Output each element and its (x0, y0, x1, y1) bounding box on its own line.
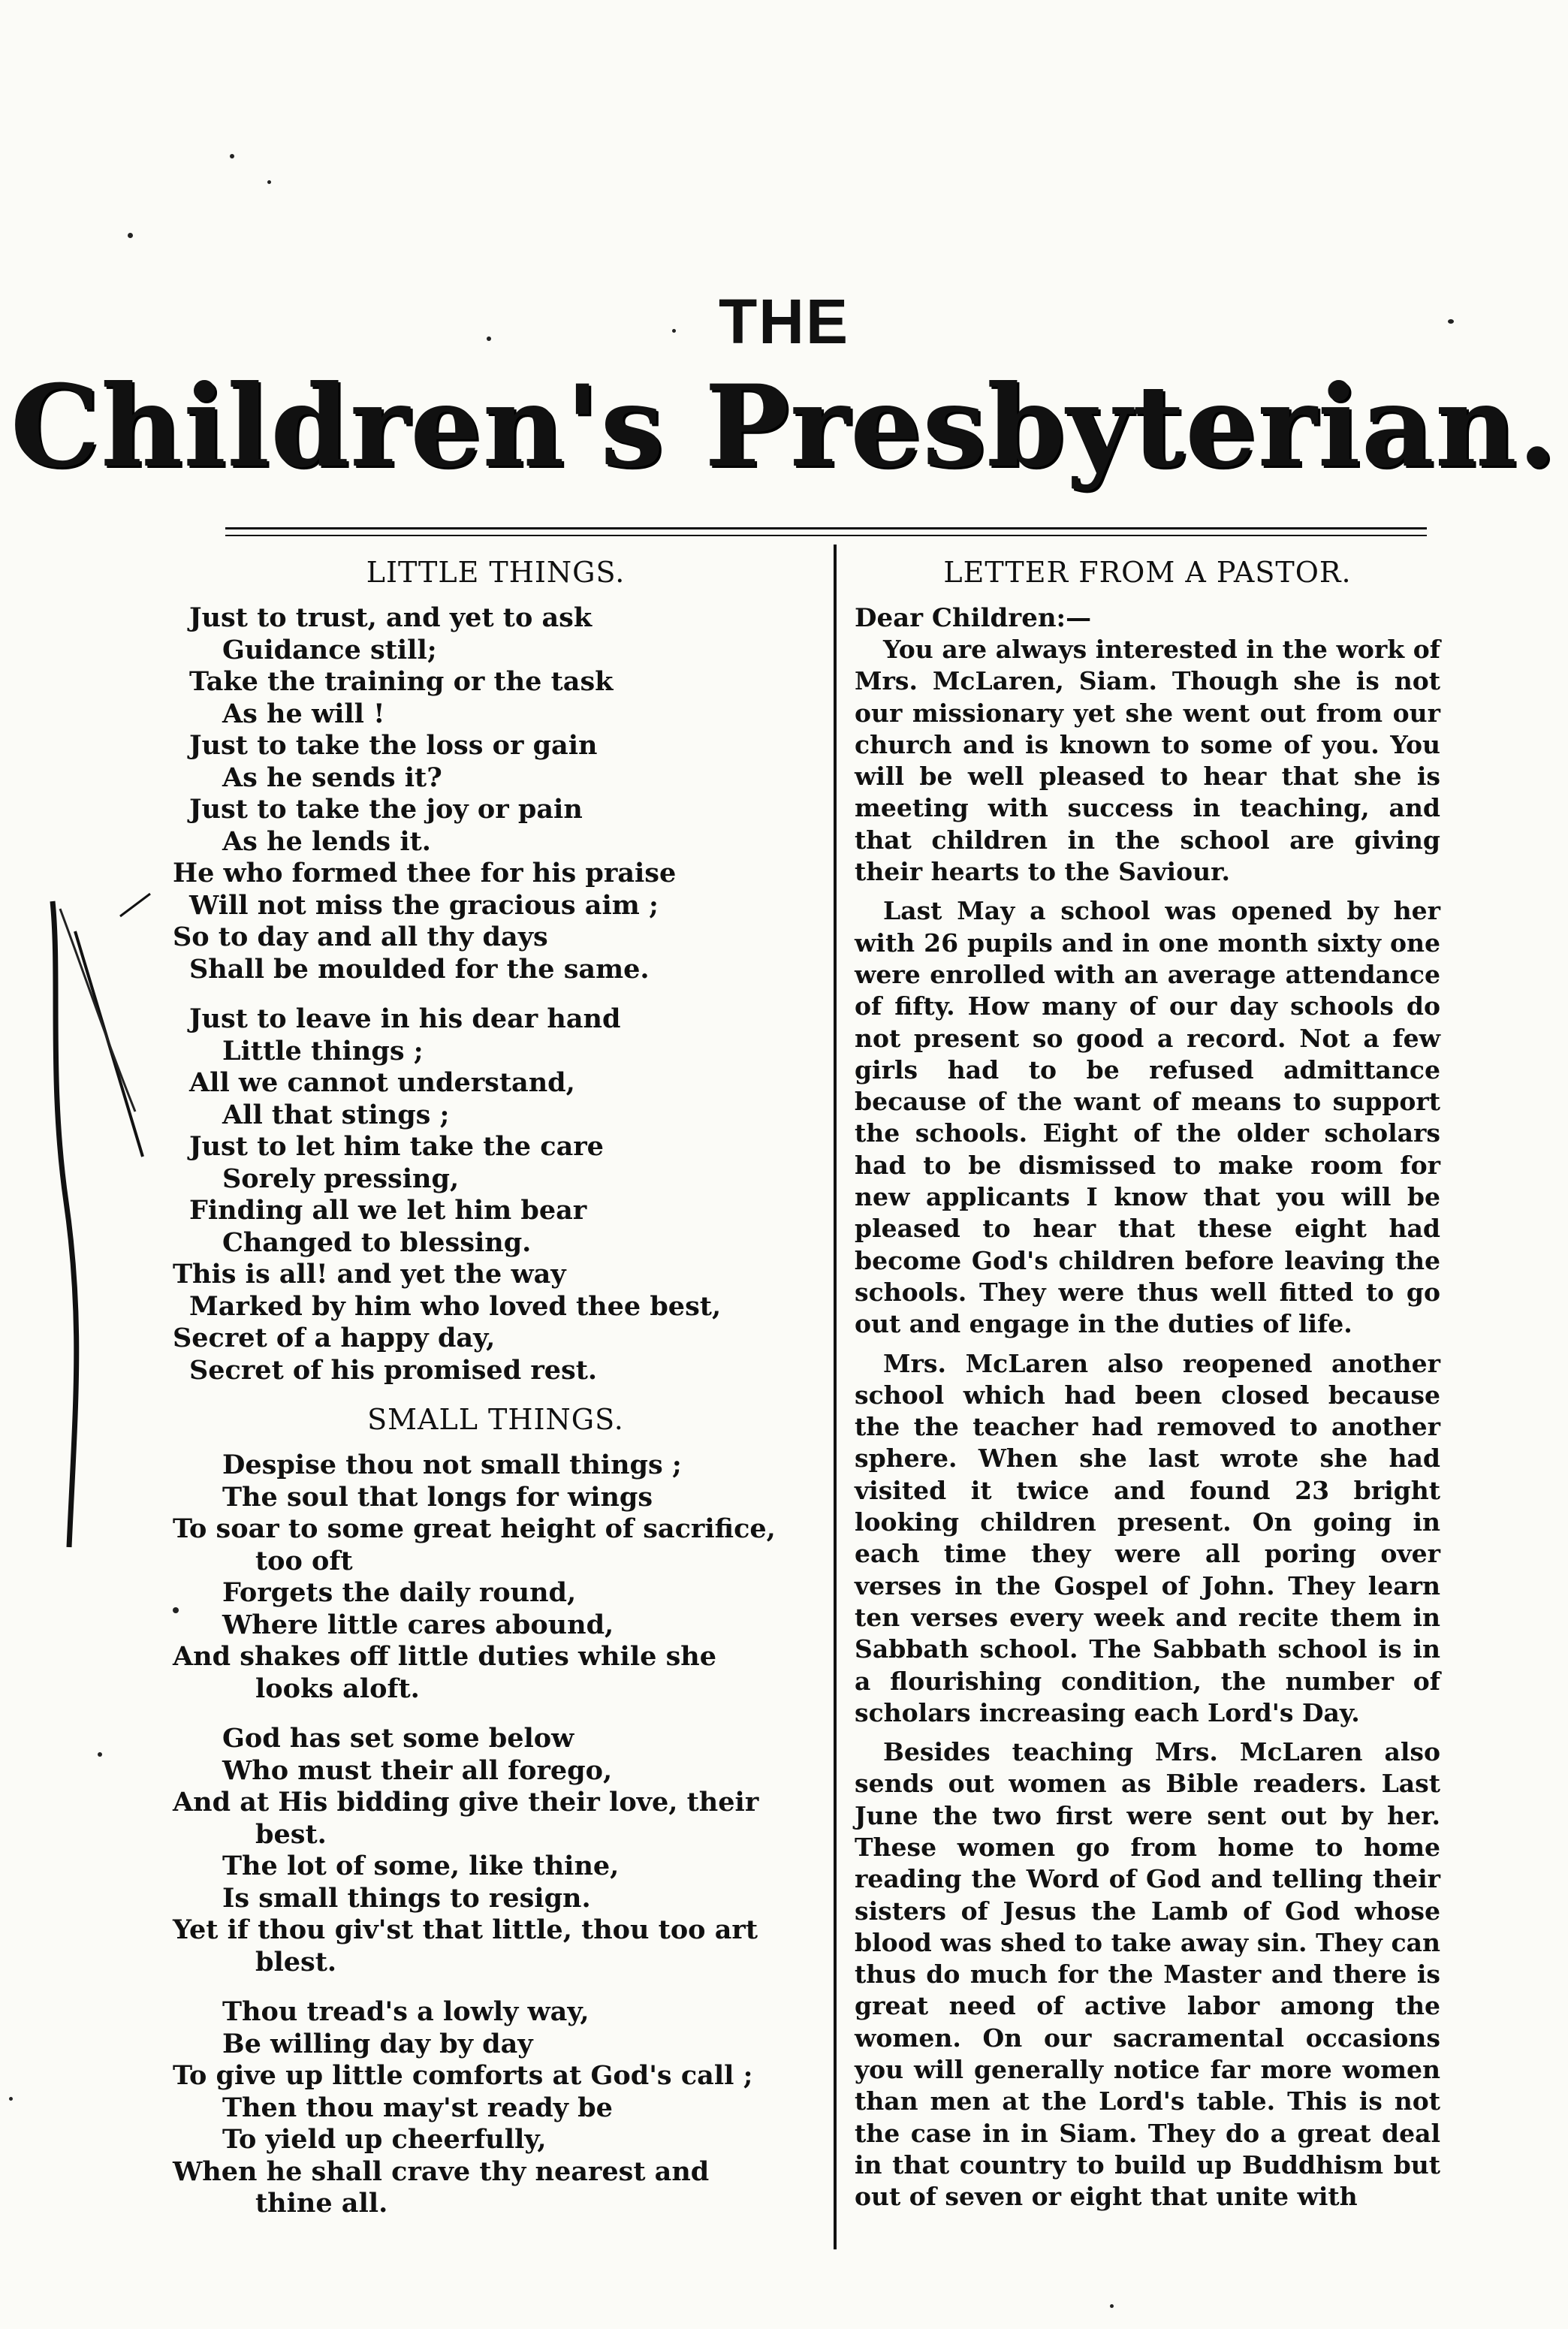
poem-line: Who must their all forego, (222, 1754, 613, 1786)
poem-line: Secret of his promised rest. (189, 1354, 598, 1386)
masthead-title: Children's Presbyterian. (10, 361, 1558, 493)
poem-line: The lot of some, like thine, (222, 1851, 620, 1881)
poem-line: And shakes off little duties while she (173, 1641, 717, 1672)
poem-line: Be willing day by day (222, 2028, 533, 2059)
poem-line: To give up little comforts at God's call ; (173, 2060, 753, 2091)
letter-title: LETTER FROM A PASTOR. (943, 556, 1352, 589)
poem-line: Just to let him take the care (189, 1131, 604, 1162)
poem-title-small-things: SMALL THINGS. (367, 1403, 624, 1436)
masthead-rule-bottom (225, 535, 1427, 536)
poem-line: Will not miss the gracious aim ; (189, 889, 659, 921)
poem-line: Sorely pressing, (222, 1163, 460, 1194)
poem-line: Just to trust, and yet to ask (189, 602, 593, 633)
poem-line: As he will ! (222, 698, 385, 729)
poem-line: Take the training or the task (189, 666, 614, 697)
letter-paragraph: Mrs. McLaren also reopened another school which had been closed because the the teacher had removed to another sphere. When she last wrote she had visited it twice and found 23 bright looking children present. On going in each time they were all poring over verses in the Gospel of John. They learn ten verses every week and recite them in Sabbath school. The Sabbath school is in a flourishing condition, the number of scholars increasing each Lord's Day. (855, 1348, 1440, 1727)
stanza-gap (173, 1705, 819, 1723)
letter-salutation: Dear Children:— (855, 603, 1092, 633)
margin-scribble (30, 886, 165, 1562)
poem-line: Guidance still; (222, 634, 437, 665)
poem-line: Secret of a happy day, (173, 1323, 496, 1353)
left-column (173, 556, 819, 2220)
poem-line: Yet if thou giv'st that little, thou too art (173, 1914, 758, 1945)
poem-line: Forgets the daily round, (222, 1577, 577, 1608)
poem-line: Marked by him who loved thee best, (189, 1290, 722, 1322)
poem-line: Where little cares abound, (222, 1609, 614, 1640)
poem-line: To yield up cheerfully, (222, 2124, 547, 2155)
poem-line: Just to take the joy or pain (189, 794, 583, 825)
poem-little-things (173, 602, 819, 1386)
masthead-the: THE (719, 286, 849, 357)
poem-line: This is all! and yet the way (173, 1259, 566, 1290)
poem-line: Despise thou not small things ; (222, 1450, 682, 1480)
poem-line: He who formed thee for his praise (173, 858, 677, 888)
column-divider (834, 545, 837, 2249)
masthead-rule-top (225, 527, 1427, 529)
poem-line: Little things ; (222, 1035, 424, 1066)
poem-line: Shall be moulded for the same. (189, 953, 650, 985)
letter-paragraph: Besides teaching Mrs. McLaren also sends out women as Bible readers. Last June the two first were sent out by her. These women go from home to home reading the Word of God and telling their sisters of Jesus the Lamb of God whose blood was shed to take away sin. They can thus do much for the Master and there is great need of active labor among the women. On our sacramental occasions you will generally notice far more women than men at the Lord's table. This is not the case in in Siam. They do a great deal in that country to build up Buddhism but out of seven or eight that unite with (855, 1737, 1440, 2212)
poem-line: Then thou may'st ready be (222, 2092, 613, 2123)
poem-line: blest. (255, 1946, 337, 1978)
poem-line: best. (255, 1818, 327, 1850)
poem-line: God has set some below (222, 1723, 574, 1754)
stanza-gap (173, 1978, 819, 1996)
poem-line: Finding all we let him bear (189, 1195, 587, 1226)
letter-body (855, 634, 1440, 2213)
poem-line: So to day and all thy days (173, 922, 548, 952)
poem-line: looks aloft. (255, 1673, 420, 1704)
stanza-gap (173, 985, 819, 1003)
poem-title-little-things: LITTLE THINGS. (366, 556, 626, 589)
poem-line: The soul that longs for wings (222, 1481, 653, 1513)
poem-line: And at His bidding give their love, their (173, 1787, 759, 1818)
poem-line: All we cannot understand, (189, 1067, 575, 1098)
poem-line: Just to leave in his dear hand (189, 1003, 621, 1034)
poem-line: Just to take the loss or gain (189, 730, 598, 761)
poem-line: As he sends it? (222, 762, 442, 793)
right-column (855, 556, 1440, 2221)
poem-line: thine all. (255, 2188, 388, 2219)
poem-line: As he lends it. (222, 825, 431, 857)
poem-line: Is small things to resign. (222, 1882, 591, 1914)
letter-paragraph: Last May a school was opened by her with 26 pupils and in one month sixty one were enrolled with an average attendance of fifty. How many of our day schools do not present so good a record. Not a few girls had to be refused admittance because of the want of means to support the schools. Eight of the older scholars had to be dismissed to make room for new applicants I know that you will be pleased to hear that these eight had become God's children before leaving the schools. They were thus well fitted to go out and engage in the duties of life. (855, 896, 1440, 1339)
letter-paragraph: You are always interested in the work of Mrs. McLaren, Siam. Though she is not our missionary yet she went out from our church and is known to some of you. You will be well pleased to hear that she is meeting with success in teaching, and that children in the school are giving their hearts to the Saviour. (855, 635, 1440, 887)
poem-line: too oft (255, 1545, 353, 1576)
poem-line: When he shall crave thy nearest and (173, 2156, 710, 2187)
poem-line: To soar to some great height of sacrifice, (173, 1513, 776, 1544)
poem-small-things (173, 1450, 819, 2220)
poem-line: Changed to blessing. (222, 1226, 532, 1258)
poem-line: All that stings ; (222, 1099, 450, 1130)
poem-line: Thou tread's a lowly way, (222, 1996, 590, 2027)
